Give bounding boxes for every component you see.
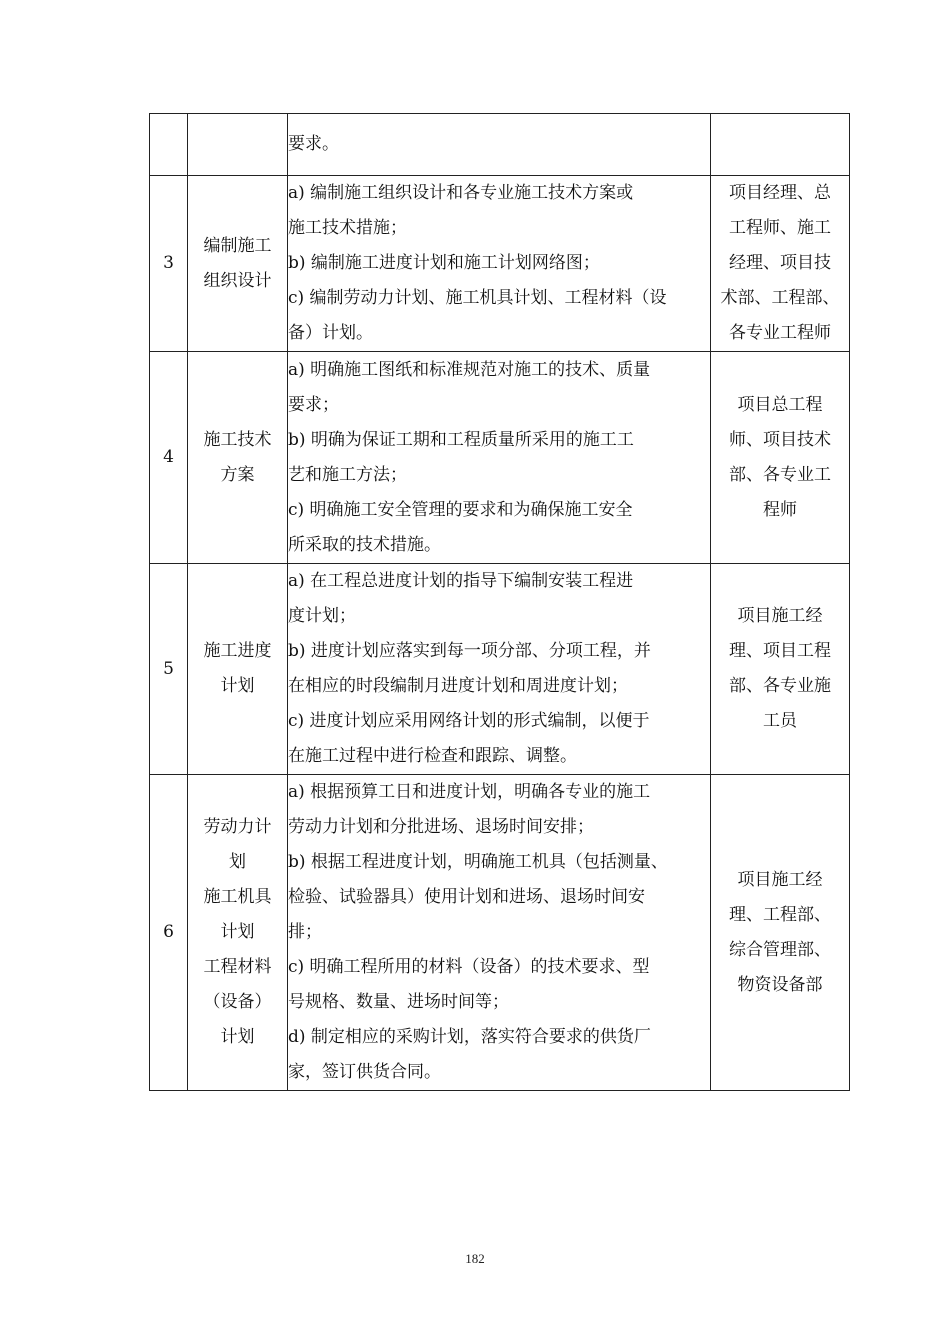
responsible-cell-line: 程师 — [763, 499, 797, 520]
content-cell-line: c) 进度计划应采用网络计划的形式编制，以便于 — [288, 711, 650, 731]
item-name-cell-line: 组织设计 — [203, 270, 272, 291]
content-cell-line: 号规格、数量、进场时间等； — [288, 992, 509, 1012]
table-row — [150, 176, 850, 352]
item-name-cell — [188, 775, 288, 1091]
responsible-cell-line: 各专业工程师 — [729, 323, 831, 343]
responsible-cell-line: 经理、项目技 — [729, 253, 831, 273]
content-cell — [288, 564, 711, 775]
content-cell-line: a) 明确施工图纸和标准规范对施工的技术、质量 — [288, 359, 651, 380]
responsible-cell — [711, 564, 850, 775]
responsible-cell-line: 术部、工程部、 — [720, 288, 840, 308]
page-number: 182 — [465, 1251, 485, 1266]
responsible-cell-line: 综合管理部、 — [729, 939, 831, 960]
responsible-cell-line: 理、项目工程 — [729, 641, 831, 661]
responsible-cell-line: 物资设备部 — [737, 974, 823, 995]
row-number-cell: 6 — [150, 775, 188, 1091]
table-row — [150, 114, 850, 176]
responsible-cell-line: 项目总工程 — [737, 394, 823, 415]
content-cell-line: a) 在工程总进度计划的指导下编制安装工程进 — [288, 571, 634, 591]
table-row — [150, 775, 850, 1091]
content-cell — [288, 114, 711, 176]
item-name-cell-line: 施工机具 — [203, 887, 272, 907]
content-cell-line: b) 明确为保证工期和工程质量所采用的施工工 — [288, 429, 634, 450]
content-cell-line: 艺和施工方法； — [288, 464, 407, 485]
responsible-cell-line: 项目施工经 — [737, 606, 823, 626]
item-name-cell-line: 计划 — [220, 676, 255, 696]
content-cell-line: 要求。 — [288, 134, 339, 154]
responsible-cell — [711, 352, 850, 564]
content-cell-line: d) 制定相应的采购计划，落实符合要求的供货厂 — [288, 1027, 651, 1047]
content-cell-line: 劳动力计划和分批进场、退场时间安排； — [288, 817, 594, 837]
content-cell-line: 施工技术措施； — [288, 218, 407, 238]
row-number-cell: 4 — [150, 352, 188, 564]
content-cell — [288, 352, 711, 564]
responsible-cell-line: 理、工程部、 — [729, 904, 831, 925]
responsible-cell — [711, 176, 850, 352]
content-cell-line: 备）计划。 — [288, 323, 373, 343]
content-cell-line: c) 明确施工安全管理的要求和为确保施工安全 — [288, 499, 633, 520]
content-cell-line: a) 根据预算工日和进度计划，明确各专业的施工 — [288, 782, 651, 802]
item-name-cell-line: 工程材料 — [203, 957, 272, 977]
responsible-cell-line: 工程师、施工 — [729, 218, 831, 238]
content-cell-line: 在相应的时段编制月进度计划和周进度计划； — [288, 676, 628, 696]
responsible-cell-line: 部、各专业工 — [729, 464, 831, 485]
item-name-cell-line: 划 — [229, 852, 246, 872]
responsible-cell-line: 部、各专业施 — [729, 676, 831, 696]
content-cell-line: 度计划； — [288, 606, 356, 626]
content-cell-line: a) 编制施工组织设计和各专业施工技术方案或 — [288, 183, 634, 203]
content-cell-line: 要求； — [288, 394, 339, 415]
item-name-cell — [188, 176, 288, 352]
responsible-cell — [711, 775, 850, 1091]
content-cell — [288, 176, 711, 352]
content-cell-line: c) 编制劳动力计划、施工机具计划、工程材料（设 — [288, 288, 667, 308]
responsible-cell-line: 项目施工经 — [737, 869, 823, 890]
item-name-cell-line: （设备） — [203, 992, 272, 1012]
item-name-cell-line: 施工进度 — [203, 641, 272, 661]
item-name-cell-line: 劳动力计 — [203, 817, 272, 837]
content-cell-line: 排； — [288, 922, 322, 942]
content-cell-line: b) 进度计划应落实到每一项分部、分项工程，并 — [288, 641, 651, 661]
item-name-cell — [188, 114, 288, 176]
row-number-cell: 5 — [150, 564, 188, 775]
item-name-cell — [188, 352, 288, 564]
content-cell-line: b) 根据工程进度计划，明确施工机具（包括测量、 — [288, 852, 668, 872]
responsible-cell-line: 师、项目技术 — [729, 429, 831, 450]
table-row — [150, 564, 850, 775]
item-name-cell-line: 计划 — [220, 922, 255, 942]
item-name-cell-line: 施工技术 — [203, 429, 272, 450]
responsible-cell — [711, 114, 850, 176]
content-cell-line: c) 明确工程所用的材料（设备）的技术要求、型 — [288, 957, 650, 977]
row-number-cell — [150, 114, 188, 176]
content-cell-line: b) 编制施工进度计划和施工计划网络图； — [288, 253, 600, 273]
content-cell-line: 家，签订供货合同。 — [288, 1062, 441, 1082]
content-cell-line: 在施工过程中进行检查和跟踪、调整。 — [288, 746, 577, 766]
item-name-cell — [188, 564, 288, 775]
item-name-cell-line: 方案 — [220, 464, 255, 485]
responsible-cell-line: 工员 — [763, 711, 797, 731]
item-name-cell-line: 编制施工 — [203, 235, 272, 256]
content-cell-line: 检验、试验器具）使用计划和进场、退场时间安 — [288, 887, 645, 907]
table-row — [150, 352, 850, 564]
plan-table — [149, 113, 850, 1091]
row-number-cell: 3 — [150, 176, 188, 352]
plan-table-body — [150, 114, 850, 1091]
content-cell-line: 所采取的技术措施。 — [288, 534, 441, 555]
responsible-cell-line: 项目经理、总 — [729, 183, 831, 203]
item-name-cell-line: 计划 — [220, 1027, 255, 1047]
content-cell — [288, 775, 711, 1091]
